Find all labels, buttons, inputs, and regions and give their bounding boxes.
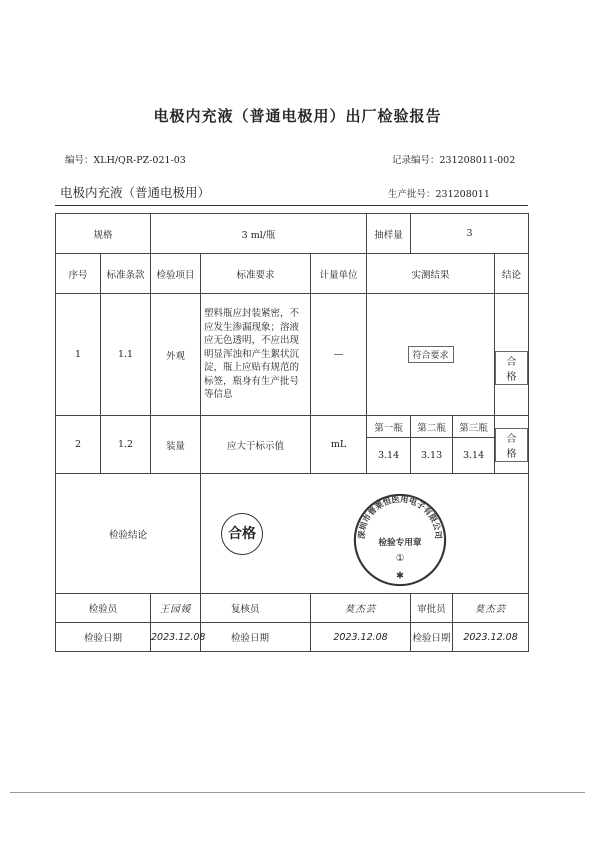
- spec-label: 规格: [56, 214, 151, 254]
- record-number: 记录编号：231208011-002: [392, 155, 516, 166]
- header-result: 实测结果: [367, 254, 495, 294]
- sample-label: 抽样量: [367, 214, 411, 254]
- bottle-1-label: 第一瓶: [367, 416, 411, 438]
- seal-center-text: 检验专用章: [378, 537, 422, 548]
- report-title: 电极内充液（普通电极用）出厂检验报告: [153, 107, 442, 125]
- row-no: 1: [56, 294, 101, 416]
- header-requirement: 标准要求: [201, 254, 311, 294]
- table-row: [56, 294, 529, 416]
- row-conclusion: [495, 294, 529, 416]
- seal-star-icon: ✱: [395, 570, 405, 582]
- product-name: 电极内充液（普通电极用）: [60, 185, 211, 200]
- result-stamp: 符合要求: [408, 346, 454, 363]
- row-item: 装量: [151, 416, 201, 474]
- row-conclusion: [495, 416, 529, 474]
- approver-signature: 莫杰芸: [453, 594, 529, 623]
- header-row: [56, 254, 529, 294]
- conclusion-label: 检验结论: [56, 474, 201, 594]
- date-row: [56, 623, 529, 652]
- date-label-1: 检验日期: [56, 623, 151, 652]
- bottle-3-label: 第三瓶: [453, 416, 495, 438]
- qualified-stamp: 合格: [495, 351, 528, 385]
- row-item: 外观: [151, 294, 201, 416]
- inspection-date-3: 2023.12.08: [453, 623, 529, 652]
- doc-code: 编号：XLH/QR-PZ-021-03: [65, 155, 186, 166]
- spec-value: 3 ml/瓶: [151, 214, 367, 254]
- bottom-divider: [10, 792, 585, 793]
- bottle-1-value: 3.14: [367, 438, 411, 474]
- header-conclusion: 结论: [495, 254, 529, 294]
- header-clause: 标准条款: [101, 254, 151, 294]
- row-no: 2: [56, 416, 101, 474]
- row-unit: mL: [311, 416, 367, 474]
- inspector-label: 检验员: [56, 594, 151, 623]
- row-requirement: 应大于标示值: [201, 416, 311, 474]
- inspection-date-1: 2023.12.08: [151, 623, 201, 652]
- row-result: [367, 294, 495, 416]
- seal-text: 深圳市普莱恒医用电子有限公司: [356, 493, 444, 540]
- inspection-date-2: 2023.12.08: [311, 623, 411, 652]
- conclusion-row: [56, 474, 529, 594]
- reviewer-signature: 莫杰芸: [311, 594, 411, 623]
- qualified-circle-stamp: 合格: [221, 513, 263, 555]
- row-clause: 1.1: [101, 294, 151, 416]
- spec-row: [56, 214, 529, 254]
- reviewer-label: 复核员: [201, 594, 311, 623]
- date-label-3: 检验日期: [411, 623, 453, 652]
- header-item: 检验项目: [151, 254, 201, 294]
- bottle-2-value: 3.13: [411, 438, 453, 474]
- sample-value: 3: [411, 214, 529, 254]
- header-unit: 计量单位: [311, 254, 367, 294]
- inspection-table: [55, 213, 529, 652]
- company-seal-icon: [352, 492, 448, 588]
- date-label-2: 检验日期: [201, 623, 311, 652]
- approver-label: 审批员: [411, 594, 453, 623]
- table-row: [56, 416, 529, 438]
- svg-text:深圳市普莱恒医用电子有限公司: [356, 494, 443, 539]
- batch-number: 生产批号：231208011: [388, 189, 490, 200]
- seal-number: ①: [395, 553, 405, 565]
- header-no: 序号: [56, 254, 101, 294]
- row-requirement: 塑料瓶应封装紧密，不应发生渗漏现象；溶液应无色透明，不应出现明显浑浊和产生絮状沉淀，瓶上应贴有规范的标签，瓶身有生产批号等信息: [201, 294, 311, 416]
- qualified-stamp: 合格: [495, 428, 528, 462]
- top-divider: [55, 205, 528, 206]
- row-unit: —: [311, 294, 367, 416]
- row-clause: 1.2: [101, 416, 151, 474]
- signature-row: [56, 594, 529, 623]
- bottle-2-label: 第二瓶: [411, 416, 453, 438]
- bottle-3-value: 3.14: [453, 438, 495, 474]
- inspector-signature: 王园媛: [151, 594, 201, 623]
